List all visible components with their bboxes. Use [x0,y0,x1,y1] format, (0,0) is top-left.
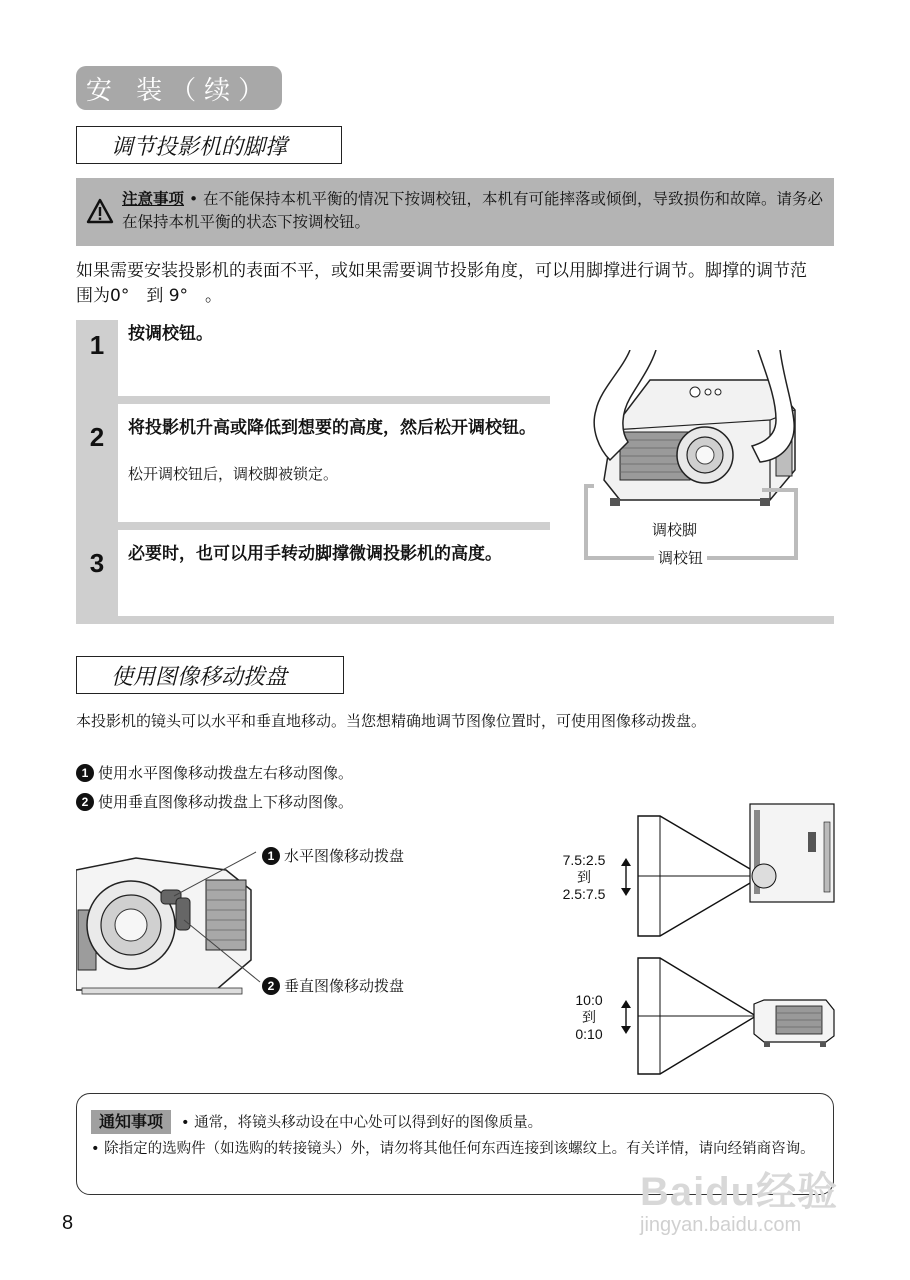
shift-item-1: 1 使用水平图像移动拨盘左右移动图像。 [76,761,676,785]
watermark-brand: Baidu经验 [640,1170,839,1214]
horizontal-dial-callout: 1 水平图像移动拨盘 [262,844,404,868]
step-3-divider [76,616,834,624]
number-1-marker: 1 [262,847,280,865]
adjust-foot-label: 调校脚 [648,519,701,540]
shift-intro-paragraph: 本投影机的镜头可以水平和垂直地移动。当您想精确地调节图像位置时，可使用图像移动拨盘。 [76,712,707,730]
shift-item-2: 2 使用垂直图像移动拨盘上下移动图像。 [76,790,676,814]
notice-line-2: • 除指定的选购件（如选购的转接镜头）外，请勿将其他任何东西连接到该螺纹上。有关详情，请向经销商咨询。 [91,1141,815,1157]
number-1-marker: 1 [76,764,94,782]
section-title-foot-adjust: 调节投影机的脚撑 [76,126,342,164]
horizontal-shift-ratio: 7.5:2.5 到 2.5:7.5 [562,852,606,902]
vertical-shift-diagram [614,954,836,1082]
chapter-header: 安 装（续） [76,66,282,110]
number-2-marker: 2 [76,793,94,811]
caution-text: • 在不能保持本机平衡的情况下按调校钮，本机有可能摔落或倾倒，导致损伤和故障。请务必在保持本机平衡的状态下按调校钮。 [122,190,824,231]
step-3-text: 必要时，也可以用手转动脚撑微调投影机的高度。 [128,544,502,564]
caution-label: 注意事项 [122,190,185,208]
step-1-divider [76,396,550,404]
vertical-shift-ratio: 10:0 到 0:10 [575,992,603,1042]
page-number: 8 [62,1212,74,1234]
notice-tag: 通知事项 [91,1110,171,1134]
step-2-subtext: 松开调校钮后，调校脚被锁定。 [128,465,339,483]
foot-intro-paragraph: 如果需要安装投影机的表面不平，或如果需要调节投影角度，可以用脚撑进行调节。脚撑的调节范围为0° 到 9° 。 [76,261,807,306]
step-1-text: 按调校钮。 [128,324,213,344]
notice-line-1: • 通常，将镜头移动设在中心处可以得到好的图像质量。 [181,1115,543,1131]
watermark-url: jingyan.baidu.com [640,1214,802,1236]
caution-box [76,178,834,246]
vertical-dial-callout: 2 垂直图像移动拨盘 [262,974,404,998]
step-2-divider [76,522,550,530]
section-title-image-shift: 使用图像移动拨盘 [76,656,344,694]
step-1-number: 1 [76,320,118,404]
lens-dials-figure [76,840,266,1010]
horizontal-shift-diagram [614,802,836,944]
adjust-button-label: 调校钮 [654,547,707,568]
number-2-marker: 2 [262,977,280,995]
step-3-number: 3 [76,530,118,624]
step-2-number: 2 [76,404,118,530]
warning-icon [86,198,114,224]
step-2-text: 将投影机升高或降低到想要的高度，然后松开调校钮。 [128,418,536,438]
